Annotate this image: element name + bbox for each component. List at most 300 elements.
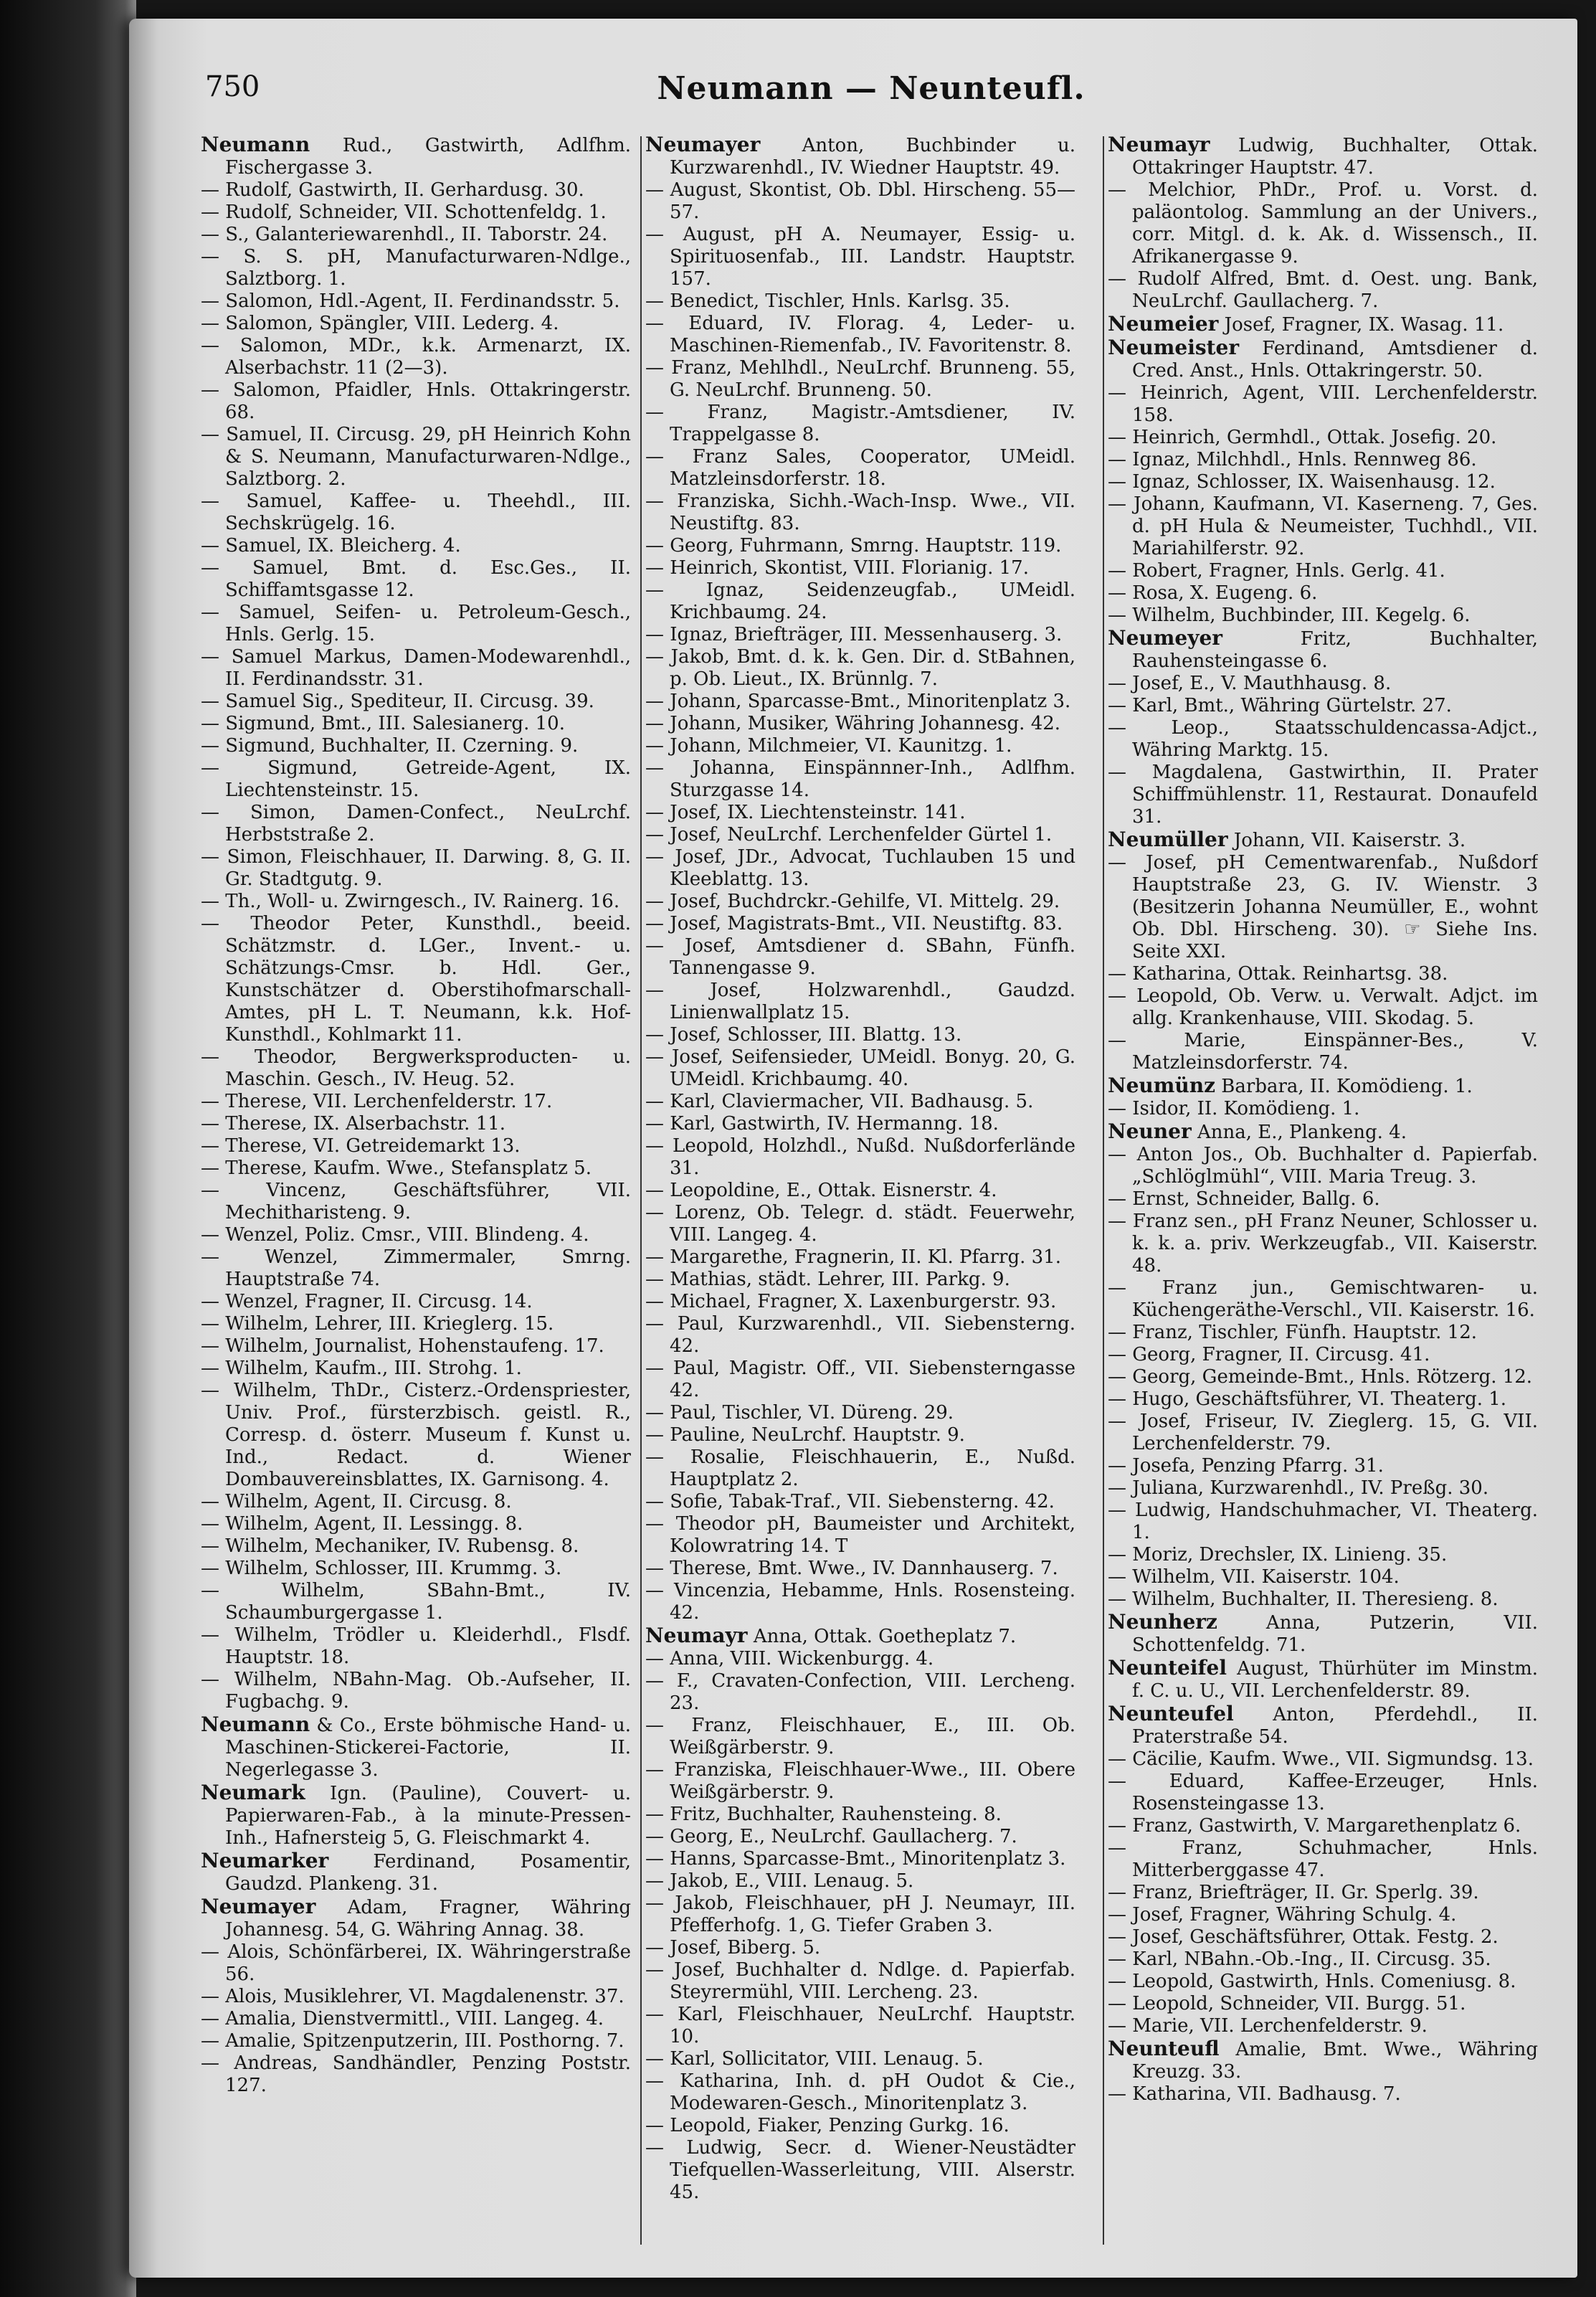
directory-entry (201, 846, 631, 891)
directory-entry (645, 1091, 1075, 1113)
directory-entry (201, 1941, 631, 1986)
entry-surname: Neumeister (1108, 336, 1240, 359)
entry-text: — Therese, IX. Alserbachstr. 11. (201, 1113, 506, 1135)
directory-entry (645, 1580, 1075, 1624)
entry-text: — Marie, Einspänner-Bes., V. Matzleinsdorferstr. 74. (1108, 1030, 1538, 1074)
directory-entry (201, 1224, 631, 1246)
directory-entry (1108, 1882, 1538, 1904)
directory-entry (201, 491, 631, 535)
entry-text: — Wilhelm, SBahn-Bmt., IV. Schaumburgergasse 1. (201, 1580, 631, 1624)
entry-text: — Johann, Milchmeier, VI. Kaunitzg. 1. (645, 735, 1012, 757)
entry-text: — Ignaz, Milchhdl., Hnls. Rennweg 86. (1108, 449, 1477, 470)
directory-entry (645, 2048, 1075, 2070)
entry-text: — Th., Woll- u. Zwirngesch., IV. Rainerg. 16. (201, 891, 620, 912)
directory-entry (645, 1269, 1075, 1291)
entry-text: — Rosalie, Fleischhauerin, E., Nußd. Hauptplatz 2. (645, 1446, 1075, 1490)
entry-text: — Rudolf, Schneider, VII. Schottenfeldg. 1. (201, 202, 607, 223)
entry-text: — Sigmund, Buchhalter, II. Czerning. 9. (201, 735, 579, 757)
directory-entry (1108, 2037, 1538, 2083)
directory-entry (645, 846, 1075, 891)
entry-text: — Margarethe, Fragnerin, II. Kl. Pfarrg. 31. (645, 1246, 1061, 1268)
directory-entry (645, 1313, 1075, 1358)
entry-text: Barbara, II. Komödieng. 1. (1215, 1076, 1473, 1097)
entry-surname: Neuner (1108, 1119, 1192, 1143)
entry-text: — Sigmund, Getreide-Agent, IX. Liechtensteinstr. 15. (201, 757, 631, 801)
directory-entry (645, 446, 1075, 491)
directory-entry (1108, 605, 1538, 627)
directory-entry (1108, 471, 1538, 493)
directory-entry (201, 1380, 631, 1491)
directory-entry (201, 557, 631, 602)
entry-surname: Neunteufl (1108, 2037, 1220, 2060)
directory-entry (201, 1291, 631, 1313)
directory-entry (201, 1781, 631, 1850)
entry-text: — Therese, Bmt. Wwe., IV. Dannhauserg. 7. (645, 1558, 1058, 1579)
directory-entry (1108, 1904, 1538, 1926)
entry-text: — Leop., Staatsschuldencassa-Adjct., Währing Marktg. 15. (1108, 717, 1538, 761)
entry-text: — Katharina, Ottak. Reinhartsg. 38. (1108, 963, 1448, 985)
directory-entry (1108, 1344, 1538, 1366)
entry-text: Anna, E., Plankeng. 4. (1191, 1122, 1407, 1143)
entry-text: — Jakob, Bmt. d. k. k. Gen. Dir. d. StBahnen, p. Ob. Lieut., IX. Brünnlg. 7. (645, 646, 1075, 690)
directory-entry (1108, 1702, 1538, 1748)
entry-surname: Neunteifel (1108, 1656, 1227, 1680)
directory-entry (645, 1558, 1075, 1580)
entry-text: — Therese, Kaufm. Wwe., Stefansplatz 5. (201, 1157, 592, 1179)
directory-entry (201, 1335, 631, 1358)
page-number: 750 (205, 70, 260, 103)
entry-text: — Lorenz, Ob. Telegr. d. städt. Feuerwehr, VIII. Langeg. 4. (645, 1202, 1075, 1246)
entry-text: — Therese, VII. Lerchenfelderstr. 17. (201, 1091, 553, 1112)
directory-entry (201, 424, 631, 491)
entry-text: — Ignaz, Briefträger, III. Messenhauserg. 3. (645, 624, 1063, 645)
directory-entry (1108, 268, 1538, 313)
entry-text: — Eduard, Kaffee-Erzeuger, Hnls. Rosensteingasse 13. (1108, 1771, 1538, 1814)
entry-text: — Georg, Fuhrmann, Smrng. Hauptstr. 119. (645, 535, 1062, 557)
entry-text: — Theodor, Bergwerksproducten- u. Maschin. Gesch., IV. Heug. 52. (201, 1046, 631, 1090)
entry-text: — Josef, NeuLrchf. Lerchenfelder Gürtel 1. (645, 824, 1053, 846)
entry-surname: Neumünz (1108, 1074, 1216, 1097)
directory-entry (645, 1959, 1075, 2004)
entry-text: — Paul, Magistr. Off., VII. Siebensterngasse 42. (645, 1358, 1075, 1401)
entry-text: — Johann, Musiker, Währing Johannesg. 42. (645, 713, 1061, 734)
entry-text: — Samuel, Seifen- u. Petroleum-Gesch., Hnls. Gerlg. 15. (201, 602, 631, 645)
entry-text: — Wilhelm, Trödler u. Kleiderhdl., Flsdf. Hauptstr. 18. (201, 1624, 631, 1668)
directory-entry (645, 2115, 1075, 2137)
directory-entry (1108, 313, 1538, 336)
directory-entry (645, 713, 1075, 735)
entry-text: — S., Galanteriewarenhdl., II. Taborstr. 24. (201, 224, 608, 245)
directory-column-1 (201, 133, 631, 2256)
entry-text: — Samuel, IX. Bleicherg. 4. (201, 535, 461, 557)
entry-text: — Josefa, Penzing Pfarrg. 31. (1108, 1455, 1384, 1477)
directory-entry (201, 1895, 631, 1941)
directory-entry (645, 735, 1075, 757)
directory-entry (645, 935, 1075, 980)
directory-entry (201, 1535, 631, 1558)
directory-entry (1108, 1993, 1538, 2015)
entry-text: Ferdinand, Amtsdiener d. Cred. Anst., Hnls. Ottakringerstr. 50. (1132, 338, 1538, 382)
entry-text: — Karl, Bmt., Währing Gürtelstr. 27. (1108, 695, 1452, 716)
entry-text: — Paul, Kurzwarenhdl., VII. Siebensterng. 42. (645, 1313, 1075, 1357)
directory-entry (201, 1046, 631, 1091)
entry-text: — Wilhelm, ThDr., Cisterz.-Ordenspriester, Univ. Prof., fürsterzbisch. geistl. R., Corresp. d. österr. Museum f. Kunst u. Ind., Redact. d. Wiener Dombauvereinsblattes, IX. Garnisong. 4. (201, 1380, 631, 1490)
entry-text: — Rudolf Alfred, Bmt. d. Oest. ung. Bank, NeuLrchf. Gaullacherg. 7. (1108, 268, 1538, 312)
directory-entry (1108, 1366, 1538, 1388)
entry-text: — Theodor pH, Baumeister und Architekt, Kolowratring 14. T (645, 1513, 1075, 1557)
directory-entry (201, 1157, 631, 1180)
directory-entry (645, 2070, 1075, 2115)
entry-text: — Vincenzia, Hebamme, Hnls. Rosensteing. 42. (645, 1580, 1075, 1624)
entry-text: — Jakob, Fleischhauer, pH J. Neumayr, III. Pfefferhofg. 1, G. Tiefer Graben 3. (645, 1893, 1075, 1936)
directory-entry (645, 1670, 1075, 1715)
directory-entry (201, 179, 631, 202)
directory-entry (201, 913, 631, 1046)
entry-text: — Eduard, IV. Florag. 4, Leder- u. Maschinen-Riemenfab., IV. Favoritenstr. 8. (645, 313, 1075, 356)
directory-entry (201, 1180, 631, 1224)
entry-text: — Mathias, städt. Lehrer, III. Parkg. 9. (645, 1269, 1010, 1290)
entry-surname: Neumeier (1108, 312, 1219, 336)
entry-text: — Simon, Damen-Confect., NeuLrchf. Herbststraße 2. (201, 802, 631, 846)
directory-entry (201, 535, 631, 557)
directory-entry (201, 1624, 631, 1669)
directory-entry (645, 1513, 1075, 1558)
directory-entry (645, 1937, 1075, 1959)
entry-text: — Franz, Gastwirth, V. Margarethenplatz 6. (1108, 1815, 1521, 1837)
entry-surname: Neumayr (645, 1624, 748, 1647)
directory-entry (1108, 449, 1538, 471)
entry-text: — Karl, Gastwirth, IV. Hermanng. 18. (645, 1113, 999, 1135)
directory-entry (201, 2030, 631, 2052)
entry-text: — Magdalena, Gastwirthin, II. Prater Schiffmühlenstr. 11, Restaurat. Donaufeld 31. (1108, 762, 1538, 828)
entry-text: — Karl, Fleischhauer, NeuLrchf. Hauptstr. 10. (645, 2004, 1075, 2047)
directory-entry (201, 1713, 631, 1781)
entry-surname: Neumüller (1108, 828, 1228, 851)
entry-text: — Josef, E., V. Mauthhausg. 8. (1108, 673, 1392, 694)
entry-text: — Karl, NBahn.-Ob.-Ing., II. Circusg. 35. (1108, 1948, 1491, 1970)
directory-entry (645, 579, 1075, 624)
directory-entry (645, 1446, 1075, 1491)
entry-text: — Anna, VIII. Wickenburgg. 4. (645, 1648, 934, 1670)
entry-text: — Andreas, Sandhändler, Penzing Poststr. 127. (201, 2052, 631, 2096)
entry-text: — Theodor Peter, Kunsthdl., beeid. Schätzmstr. d. LGer., Invent.- u. Schätzungs-Cmsr. b. Hdl. Ger., Kunstschätzer d. Oberstihofmarschall-Amtes, pH L. T. Neumann, k.k. Hof-Kunsthdl., Kohlmarkt 11. (201, 913, 631, 1046)
entry-text: — August, Skontist, Ob. Dbl. Hirscheng. 55—57. (645, 179, 1075, 223)
directory-entry (645, 802, 1075, 824)
directory-entry (1108, 1411, 1538, 1455)
entry-text: — Josef, JDr., Advocat, Tuchlauben 15 und Kleeblattg. 13. (645, 846, 1075, 890)
entry-text: — Josef, Geschäftsführer, Ottak. Festg. 2. (1108, 1926, 1498, 1948)
entry-text: — Franz, Briefträger, II. Gr. Sperlg. 39. (1108, 1882, 1479, 1903)
entry-text: — Vincenz, Geschäftsführer, VII. Mechitharisteng. 9. (201, 1180, 631, 1223)
entry-text: — Ludwig, Secr. d. Wiener-Neustädter Tiefquellen-Wasserleitung, VIII. Alserstr. 45. (645, 2137, 1075, 2203)
directory-entry (1108, 1098, 1538, 1120)
entry-text: — Wilhelm, Agent, II. Circusg. 8. (201, 1491, 512, 1512)
entry-text: — Wilhelm, VII. Kaiserstr. 104. (1108, 1566, 1400, 1588)
directory-entry (1108, 762, 1538, 828)
directory-entry (1108, 493, 1538, 560)
entry-text: — Samuel Markus, Damen-Modewarenhdl., II. Ferdinandsstr. 31. (201, 646, 631, 690)
column-divider (640, 136, 642, 2245)
directory-entry (645, 557, 1075, 579)
entry-text: — Franz, Mehlhdl., NeuLrchf. Brunneng. 55, G. NeuLrchf. Brunneng. 50. (645, 357, 1075, 401)
directory-entry (201, 1580, 631, 1624)
entry-text: & Co., Erste böhmische Hand- u. Maschinen-Stickerei-Factorie, II. Negerlegasse 3. (225, 1715, 631, 1781)
directory-entry (201, 602, 631, 646)
entry-surname: Neumayr (1108, 133, 1210, 156)
entry-text: — Samuel, II. Circusg. 29, pH Heinrich Kohn & S. Neumann, Manufacturwaren-Ndlge., Salztborg. 2. (201, 424, 631, 490)
directory-entry (645, 1402, 1075, 1424)
directory-entry (645, 1180, 1075, 1202)
entry-text: — Wilhelm, Lehrer, III. Krieglerg. 15. (201, 1313, 554, 1335)
entry-text: — Ignaz, Schlosser, IX. Waisenhausg. 12. (1108, 471, 1496, 493)
directory-entry (1108, 2083, 1538, 2106)
directory-entry (1108, 1030, 1538, 1074)
directory-entry (1108, 1971, 1538, 1993)
entry-text: — Josef, Buchdrckr.-Gehilfe, VI. Mittelg. 29. (645, 891, 1060, 912)
entry-text: — Benedict, Tischler, Hnls. Karlsg. 35. (645, 290, 1010, 312)
directory-entry (1108, 1211, 1538, 1277)
directory-entry (645, 1046, 1075, 1091)
entry-text: — Franziska, Sichh.-Wach-Insp. Wwe., VII. Neustiftg. 83. (645, 491, 1075, 534)
entry-text: — Moriz, Drechsler, IX. Linieng. 35. (1108, 1544, 1448, 1566)
directory-entry (1108, 627, 1538, 673)
directory-entry (201, 379, 631, 424)
entry-text: Anton, Buchbinder u. Kurzwarenhdl., IV. Wiedner Hauptstr. 49. (670, 135, 1075, 179)
directory-entry (1108, 1926, 1538, 1948)
entry-surname: Neumayer (201, 1895, 316, 1918)
entry-text: Ferdinand, Posamentir, Gaudzd. Plankeng. 31. (225, 1851, 631, 1895)
running-head: Neumann — Neunteufl. (657, 70, 1086, 107)
entry-text: — Franz jun., Gemischtwaren- u. Küchengeräthe-Verschl., VII. Kaiserstr. 16. (1108, 1277, 1538, 1321)
directory-entry (201, 246, 631, 290)
entry-text: — Johann, Sparcasse-Bmt., Minoritenplatz 3. (645, 691, 1071, 712)
entry-text: — Josef, IX. Liechtensteinstr. 141. (645, 802, 966, 823)
directory-entry (1108, 133, 1538, 179)
entry-text: — August, pH A. Neumayer, Essig- u. Spirituosenfab., III. Landstr. Hauptstr. 157. (645, 224, 1075, 290)
entry-text: — Heinrich, Agent, VIII. Lerchenfelderstr. 158. (1108, 382, 1538, 426)
entry-text: — Wilhelm, Journalist, Hohenstaufeng. 17. (201, 1335, 604, 1357)
entry-text: — Leopold, Fiaker, Penzing Gurkg. 16. (645, 2115, 1010, 2136)
directory-entry (645, 1715, 1075, 1759)
entry-text: — Wilhelm, NBahn-Mag. Ob.-Aufseher, II. Fugbachg. 9. (201, 1669, 631, 1713)
entry-text: — Anton Jos., Ob. Buchhalter d. Papierfab. „Schlöglmühl“, VIII. Maria Treug. 3. (1108, 1144, 1538, 1188)
entry-surname: Neunteufel (1108, 1702, 1234, 1725)
directory-entry (1108, 1322, 1538, 1344)
entry-text: — Josef, Seifensieder, UMeidl. Bonyg. 20, G. UMeidl. Krichbaumg. 40. (645, 1046, 1075, 1090)
directory-entry (1108, 1277, 1538, 1322)
entry-text: August, Thürhüter im Minstm. f. C. u. U., VII. Lerchenfelderstr. 89. (1132, 1658, 1538, 1702)
entry-text: — Samuel Sig., Spediteur, II. Circusg. 39. (201, 691, 594, 712)
directory-entry (1108, 1657, 1538, 1702)
entry-text: — Salomon, MDr., k.k. Armenarzt, IX. Alserbachstr. 11 (2—3). (201, 335, 631, 379)
directory-entry (1108, 852, 1538, 963)
entry-text: — Rudolf, Gastwirth, II. Gerhardusg. 30. (201, 179, 584, 201)
entry-surname: Neumann (201, 133, 310, 156)
entry-text: — Heinrich, Germhdl., Ottak. Josefig. 20. (1108, 427, 1497, 448)
entry-text: Ign. (Pauline), Couvert- u. Papierwaren-Fab., à la minute-Pressen-Inh., Hafnersteig 5, G. Fleischmarkt 4. (225, 1783, 631, 1849)
directory-entry (1108, 1500, 1538, 1544)
entry-surname: Neumann (201, 1713, 310, 1736)
entry-text: — Wilhelm, Agent, II. Lessingg. 8. (201, 1513, 523, 1535)
directory-entry (201, 2052, 631, 2097)
directory-entry (1108, 1144, 1538, 1188)
directory-entry (645, 1804, 1075, 1826)
entry-text: — Pauline, NeuLrchf. Hauptstr. 9. (645, 1424, 965, 1446)
entry-text: Fritz, Buchhalter, Rauhensteingasse 6. (1132, 628, 1538, 672)
directory-entry (1108, 1120, 1538, 1144)
entry-text: — Amalia, Dienstvermittl., VIII. Langeg. 4. (201, 2008, 604, 2030)
entry-text: — Leopold, Ob. Verw. u. Verwalt. Adjct. im allg. Krankenhause, VIII. Skodag. 5. (1108, 985, 1538, 1029)
entry-surname: Neumeyer (1108, 626, 1223, 650)
directory-entry (201, 313, 631, 335)
entry-text: — Wenzel, Fragner, II. Circusg. 14. (201, 1291, 533, 1312)
entry-surname: Neumayer (645, 133, 761, 156)
entry-text: — Josef, pH Cementwarenfab., Nußdorf Hauptstraße 23, G. IV. Wienstr. 3 (Besitzerin Johanna Neumüller, E., wohnt Ob. Dbl. Hirscheng. 30). ☞ Siehe Ins. Seite XXI. (1108, 852, 1538, 962)
directory-entry (201, 646, 631, 691)
entry-text: — Katharina, VII. Badhausg. 7. (1108, 2083, 1401, 2105)
entry-text: Amalie, Bmt. Wwe., Währing Kreuzg. 33. (1132, 2039, 1538, 2083)
entry-text: — Rosa, X. Eugeng. 6. (1108, 582, 1318, 604)
entry-text: — Cäcilie, Kaufm. Wwe., VII. Sigmundsg. 13. (1108, 1748, 1534, 1770)
directory-entry (201, 757, 631, 802)
directory-entry (201, 691, 631, 713)
directory-entry (1108, 1588, 1538, 1611)
entry-text: — Isidor, II. Komödieng. 1. (1108, 1098, 1360, 1119)
directory-entry (645, 624, 1075, 646)
entry-text: — Hanns, Sparcasse-Bmt., Minoritenplatz 3. (645, 1848, 1066, 1870)
directory-entry (645, 313, 1075, 357)
directory-entry (1108, 1948, 1538, 1971)
entry-text: — Sigmund, Bmt., III. Salesianerg. 10. (201, 713, 565, 734)
directory-entry (1108, 179, 1538, 268)
directory-entry (645, 357, 1075, 402)
entry-text: — Karl, Claviermacher, VII. Badhausg. 5. (645, 1091, 1034, 1112)
entry-surname: Neumarker (201, 1849, 329, 1872)
entry-text: — Josef, Buchhalter d. Ndlge. d. Papierfab. Steyrermühl, VIII. Lercheng. 23. (645, 1959, 1075, 2003)
entry-text: — Salomon, Hdl.-Agent, II. Ferdinandsstr. 5. (201, 290, 620, 312)
entry-text: — Josef, Biberg. 5. (645, 1937, 821, 1959)
entry-text: — Hugo, Geschäftsführer, VI. Theaterg. 1. (1108, 1388, 1507, 1410)
directory-entry (645, 1491, 1075, 1513)
directory-entry (645, 1113, 1075, 1135)
directory-entry (201, 1358, 631, 1380)
entry-text: — Jakob, E., VIII. Lenaug. 5. (645, 1870, 914, 1892)
directory-entry (645, 646, 1075, 691)
directory-entry (201, 1491, 631, 1513)
entry-text: — Johanna, Einspännner-Inh., Adlfhm. Sturzgasse 14. (645, 757, 1075, 801)
directory-entry (645, 1024, 1075, 1046)
directory-entry (201, 1135, 631, 1157)
entry-text: — Franz Sales, Cooperator, UMeidl. Matzleinsdorferstr. 18. (645, 446, 1075, 490)
entry-text: — Franz, Tischler, Fünfh. Hauptstr. 12. (1108, 1322, 1477, 1343)
entry-text: — Franziska, Fleischhauer-Wwe., III. Obere Weißgärberstr. 9. (645, 1759, 1075, 1803)
directory-entry (1108, 582, 1538, 605)
entry-text: — Wilhelm, Kaufm., III. Strohg. 1. (201, 1358, 522, 1379)
entry-text: Anna, Putzerin, VII. Schottenfeldg. 71. (1132, 1612, 1538, 1656)
entry-text: — Wilhelm, Schlosser, III. Krummg. 3. (201, 1558, 562, 1579)
directory-entry (201, 290, 631, 313)
entry-text: — Juliana, Kurzwarenhdl., IV. Preßg. 30. (1108, 1477, 1489, 1499)
directory-entry (1108, 1074, 1538, 1098)
directory-entry (645, 179, 1075, 224)
book-spine-shadow (0, 0, 136, 2297)
page-header (201, 70, 1542, 128)
directory-entry (645, 913, 1075, 935)
entry-text: — Alois, Schönfärberei, IX. Währingerstraße 56. (201, 1941, 631, 1985)
directory-entry (1108, 560, 1538, 582)
entry-text: — Amalie, Spitzenputzerin, III. Posthorng. 7. (201, 2030, 624, 2052)
entry-text: — Wilhelm, Mechaniker, IV. Rubensg. 8. (201, 1535, 579, 1557)
directory-entry (201, 735, 631, 757)
directory-entry (645, 2137, 1075, 2204)
directory-entry (201, 1091, 631, 1113)
entry-text: — Wilhelm, Buchbinder, III. Kegelg. 6. (1108, 605, 1471, 626)
directory-entry (645, 402, 1075, 446)
directory-entry (201, 1850, 631, 1895)
directory-entry (201, 1246, 631, 1291)
directory-entry (645, 1826, 1075, 1848)
entry-text: Ludwig, Buchhalter, Ottak. Ottakringer Hauptstr. 47. (1132, 135, 1538, 179)
entry-text: — Georg, E., NeuLrchf. Gaullacherg. 7. (645, 1826, 1017, 1847)
directory-entry (1108, 1188, 1538, 1211)
directory-entry (201, 1669, 631, 1713)
directory-entry (201, 1513, 631, 1535)
entry-text: Anna, Ottak. Goetheplatz 7. (747, 1626, 1017, 1647)
entry-text: — Robert, Fragner, Hnls. Gerlg. 41. (1108, 560, 1445, 582)
directory-entry (1108, 1388, 1538, 1411)
directory-entry (645, 1624, 1075, 1648)
directory-entry (201, 1986, 631, 2008)
entry-text: Anton, Pferdehdl., II. Praterstraße 54. (1132, 1704, 1538, 1748)
entry-text: — Karl, Sollicitator, VIII. Lenaug. 5. (645, 2048, 984, 2070)
entry-text: — Salomon, Spängler, VIII. Lederg. 4. (201, 313, 559, 334)
entry-text: — Josef, Holzwarenhdl., Gaudzd. Linienwallplatz 15. (645, 980, 1075, 1023)
entry-text: — Josef, Friseur, IV. Zieglerg. 15, G. VII. Lerchenfelderstr. 79. (1108, 1411, 1538, 1454)
directory-entry (1108, 336, 1538, 382)
entry-text: — Leopold, Holzhdl., Nußd. Nußdorferlände 31. (645, 1135, 1075, 1179)
directory-entry (645, 1424, 1075, 1446)
directory-entry (1108, 695, 1538, 717)
directory-entry (201, 713, 631, 735)
directory-entry (1108, 382, 1538, 427)
directory-entry (645, 224, 1075, 290)
directory-entry (1108, 717, 1538, 762)
directory-entry (201, 133, 631, 179)
entry-text: — Leopold, Schneider, VII. Burgg. 51. (1108, 1993, 1466, 2014)
directory-column-3 (1108, 133, 1538, 2256)
entry-text: — Ernst, Schneider, Ballg. 6. (1108, 1188, 1380, 1210)
directory-entry (1108, 427, 1538, 449)
directory-entry (1108, 1611, 1538, 1657)
entry-text: — Melchior, PhDr., Prof. u. Vorst. d. paläontolog. Sammlung an der Univers., corr. Mitgl. d. k. Ak. d. Wissensch., II. Afrikanergasse 9. (1108, 179, 1538, 267)
directory-entry (1108, 1477, 1538, 1500)
entry-text: — Salomon, Pfaidler, Hnls. Ottakringerstr. 68. (201, 379, 631, 423)
directory-entry (645, 1648, 1075, 1670)
directory-entry (1108, 673, 1538, 695)
directory-entry (1108, 828, 1538, 852)
entry-text: — Samuel, Bmt. d. Esc.Ges., II. Schiffamtsgasse 12. (201, 557, 631, 601)
directory-entry (645, 824, 1075, 846)
directory-entry (1108, 985, 1538, 1030)
entry-text: — Franz, Schuhmacher, Hnls. Mitterberggasse 47. (1108, 1837, 1538, 1881)
directory-entry (201, 891, 631, 913)
directory-entry (645, 491, 1075, 535)
directory-entry (645, 2004, 1075, 2048)
directory-entry (645, 691, 1075, 713)
entry-text: Johann, VII. Kaiserstr. 3. (1227, 830, 1466, 851)
entry-text: — Leopold, Gastwirth, Hnls. Comeniusg. 8. (1108, 1971, 1516, 1992)
directory-entry (645, 133, 1075, 179)
